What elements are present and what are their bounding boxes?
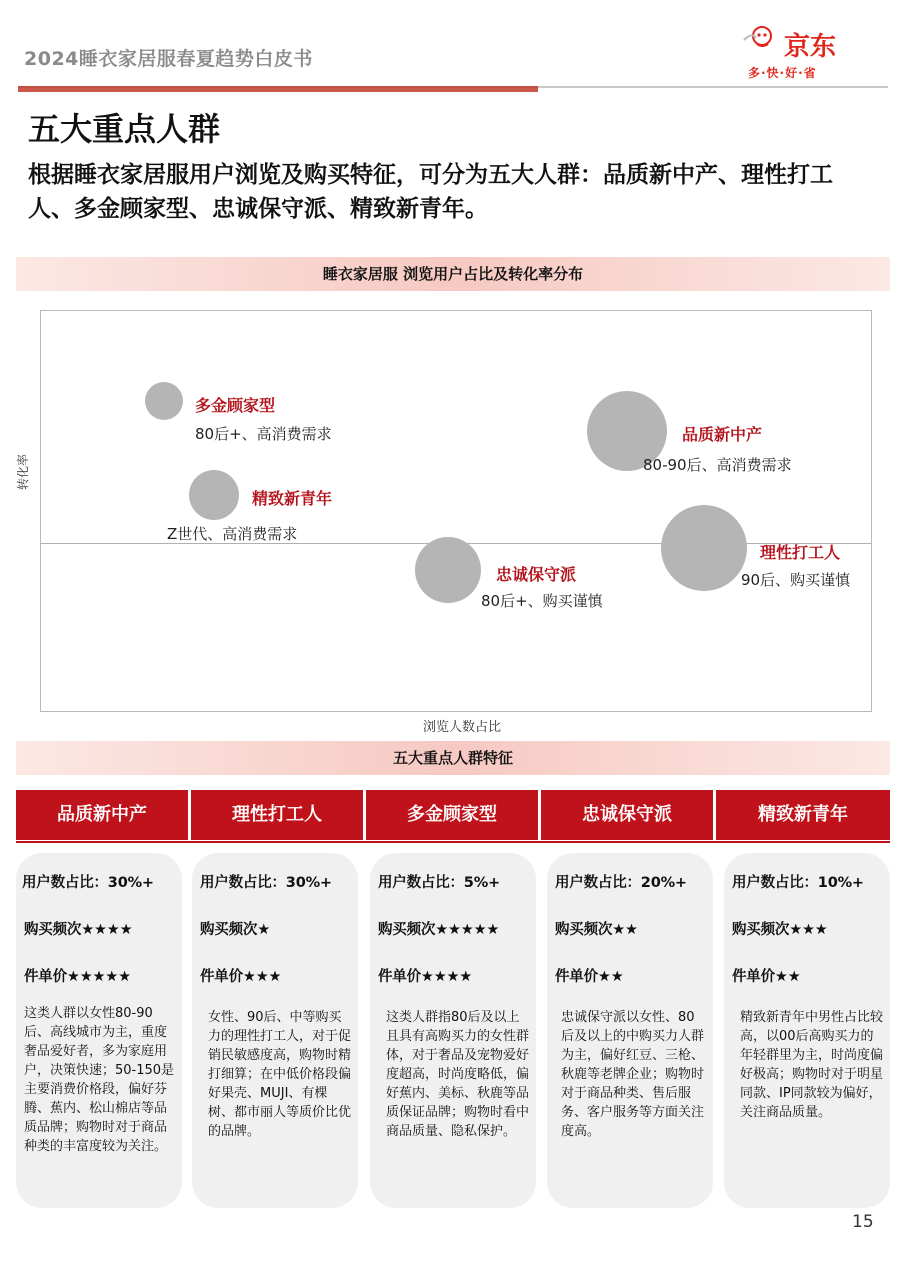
user-share: 用户数占比：5%+ — [378, 875, 500, 891]
group-card-lixing — [192, 853, 358, 1208]
purchase-frequency: 购买频次★★★★ — [24, 922, 133, 938]
group-tab-zhongcheng: 忠诚保守派 — [541, 790, 713, 840]
jd-dog-icon — [738, 22, 782, 62]
chart-y-label: 转化率 — [16, 453, 30, 490]
group-description: 女性、90后、中等购买力的理性打工人，对于促销民敏感度高，购物时精打细算；在中低价格段偏好果壳、MUJI、有棵树、都市丽人等质价比优的品牌。 — [208, 1010, 352, 1139]
bubble-label: 多金顾家型 — [195, 396, 276, 415]
report-title: 2024睡衣家居服春夏趋势白皮书 — [24, 48, 313, 70]
page-heading: 五大重点人群 — [28, 110, 221, 148]
group-tab-duojin: 多金顾家型 — [366, 790, 538, 840]
purchase-frequency: 购买频次★ — [200, 922, 270, 938]
bubble-desc: 80后+、高消费需求 — [195, 425, 332, 443]
chart-section-title: 睡衣家居服 浏览用户占比及转化率分布 — [16, 257, 890, 291]
user-share: 用户数占比：10%+ — [732, 875, 864, 891]
purchase-frequency: 购买频次★★ — [555, 922, 638, 938]
group-card-pinzhi — [16, 853, 182, 1208]
bubble-jingzhi — [189, 470, 239, 520]
group-tab-lixing: 理性打工人 — [191, 790, 363, 840]
user-share: 用户数占比：30%+ — [22, 875, 154, 891]
bubble-label: 精致新青年 — [252, 489, 333, 508]
tab-underline — [16, 841, 890, 843]
group-card-jingzhi — [724, 853, 890, 1208]
bubble-desc: 80后+、购买谨慎 — [481, 592, 603, 610]
bubble-desc: 90后、购买谨慎 — [741, 571, 851, 589]
purchase-frequency: 购买频次★★★★★ — [378, 922, 500, 938]
bubble-label: 品质新中产 — [682, 425, 763, 444]
user-share: 用户数占比：20%+ — [555, 875, 687, 891]
group-description: 精致新青年中男性占比较高，以00后高购买力的年轻群里为主，时尚度偏好极高；购物时对于明星同款、IP同款较为偏好，关注商品质量。 — [740, 1010, 884, 1120]
group-description: 这类人群指80后及以上且具有高购买力的女性群体，对于奢品及宠物爱好度超高，时尚度略低，偏好蕉内、美标、秋鹿等品质保证品牌；购物时看中商品质量、隐私保护。 — [386, 1010, 530, 1139]
header-accent-bar — [18, 86, 538, 92]
unit-price: 件单价★★★★ — [378, 969, 473, 985]
page-number: 15 — [852, 1212, 874, 1232]
group-description: 这类人群以女性80-90后、高线城市为主，重度奢品爱好者，多为家庭用户，决策快速；50-150是主要消费价格段，偏好芬腾、蕉内、松山棉店等品质品牌；购物时对于商品种类的丰富度较为关注。 — [24, 1006, 175, 1154]
group-description: 忠诚保守派以女性、80后及以上的中购买力人群为主，偏好红豆、三枪、秋鹿等老牌企业；购物时对于商品种类、售后服务、客户服务等方面关注度高。 — [561, 1010, 705, 1139]
group-tab-pinzhi: 品质新中产 — [16, 790, 188, 840]
group-card-duojin — [370, 853, 536, 1208]
bubble-chart — [40, 310, 872, 712]
unit-price: 件单价★★ — [732, 969, 801, 985]
bubble-duojin — [145, 382, 183, 420]
purchase-frequency: 购买频次★★★ — [732, 922, 828, 938]
bubble-desc: Z世代、高消费需求 — [167, 525, 298, 543]
user-share: 用户数占比：30%+ — [200, 875, 332, 891]
jd-logo — [738, 22, 878, 84]
unit-price: 件单价★★★ — [200, 969, 282, 985]
bubble-desc: 80-90后、高消费需求 — [643, 456, 792, 474]
group-card-zhongcheng — [547, 853, 713, 1208]
lead-paragraph: 根据睡衣家居服用户浏览及购买特征，可分为五大人群：品质新中产、理性打工人、多金顾家型、忠诚保守派、精致新青年。 — [28, 162, 833, 222]
bubble-lixing — [661, 505, 747, 591]
bubble-zhongcheng — [415, 537, 481, 603]
unit-price: 件单价★★ — [555, 969, 624, 985]
logo-slogan: 多·快·好·省 — [748, 66, 817, 80]
bubble-label: 忠诚保守派 — [496, 565, 577, 584]
bubble-label: 理性打工人 — [760, 543, 841, 562]
unit-price: 件单价★★★★★ — [24, 969, 131, 985]
logo-text: 京东 — [784, 32, 837, 62]
chart-x-label: 浏览人数占比 — [423, 720, 502, 735]
features-section-title: 五大重点人群特征 — [16, 741, 890, 775]
group-tab-jingzhi: 精致新青年 — [716, 790, 890, 840]
